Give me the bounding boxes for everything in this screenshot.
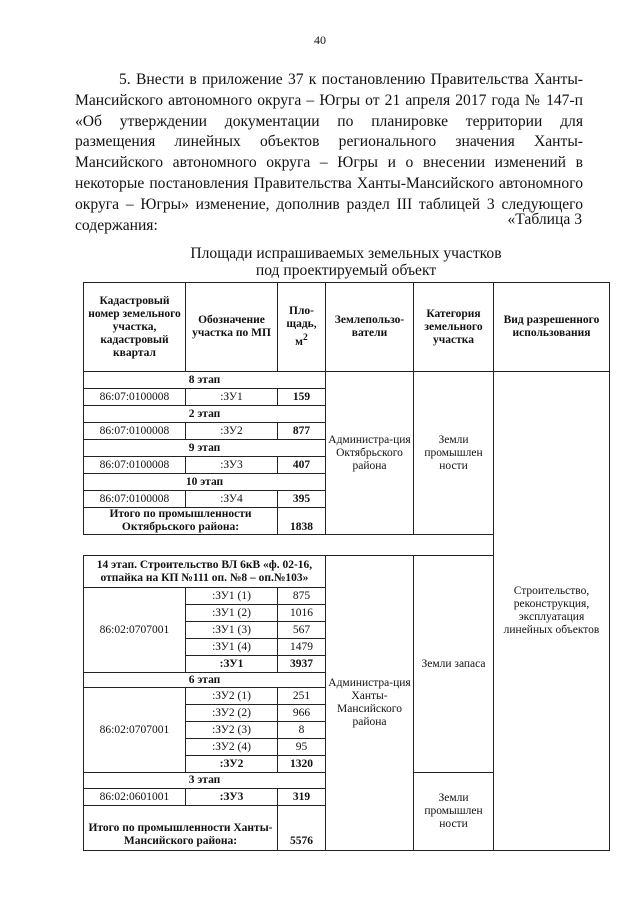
section-heading: 14 этап. Строительство ВЛ 6кВ «ф. 02-16, отпайка на КП №111 оп. №8 – оп.№103» xyxy=(84,556,326,588)
land-plots-table xyxy=(83,282,610,851)
plot-id: :ЗУ3 xyxy=(186,457,278,474)
cadastral-number: 86:02:0707001 xyxy=(84,588,186,673)
paragraph-line: 5. Внести в приложение 37 к постановлению Правительства Ханты- xyxy=(119,71,583,88)
plot-area: 319 xyxy=(278,789,326,806)
plot-area: 875 xyxy=(278,588,326,605)
cadastral-number: 86:07:0100008 xyxy=(84,423,186,440)
total-label: Итого по промышленности Ханты-Мансийского района: xyxy=(84,806,278,851)
land-user: Администра-ция Ханты-Мансийского района xyxy=(326,556,414,851)
stage-row xyxy=(84,372,610,389)
plot-area: 1320 xyxy=(278,756,326,773)
paragraph-line: Мансийского автономного округа – Югры и о внесении изменений в xyxy=(75,154,583,172)
cadastral-number: 86:02:0707001 xyxy=(84,688,186,773)
plot-id: :ЗУ4 xyxy=(186,491,278,508)
cadastral-number: 86:07:0100008 xyxy=(84,457,186,474)
plot-id: :ЗУ1 (4) xyxy=(186,639,278,656)
plot-area: 159 xyxy=(278,389,326,406)
paragraph-line: «Об утверждении документации по планировке территории для xyxy=(75,112,583,130)
plot-area: 251 xyxy=(278,688,326,705)
header-area: Пло- щадь, $м^2$ xyxy=(278,283,326,372)
table-title xyxy=(83,245,609,279)
paragraph-line: некоторые постановления Правительства Ханты-Мансийского автономного xyxy=(75,174,583,192)
plot-id: :ЗУ3 xyxy=(186,789,278,806)
land-category: Земли запаса xyxy=(414,556,494,773)
land-user: Администра-ция Октябрьского района xyxy=(326,372,414,535)
table-label: «Таблица 3 xyxy=(507,211,582,228)
plot-id: :ЗУ1 xyxy=(186,389,278,406)
stage-label: 9 этап xyxy=(84,440,326,457)
plot-id: :ЗУ1 (3) xyxy=(186,622,278,639)
paragraph-line: Мансийского автономного округа – Югры от 21 апреля 2017 года № 147-п xyxy=(75,91,583,109)
plot-area: 567 xyxy=(278,622,326,639)
cadastral-number: 86:02:0601001 xyxy=(84,789,186,806)
plot-area: 1479 xyxy=(278,639,326,656)
header-users: Землепользо-ватели xyxy=(326,283,414,372)
plot-area: 877 xyxy=(278,423,326,440)
total-value: 1838 xyxy=(278,508,326,535)
paragraph-line: содержания: xyxy=(75,216,158,234)
stage-label: 6 этап xyxy=(84,673,326,688)
plot-area: 8 xyxy=(278,722,326,739)
stage-label: 3 этап xyxy=(84,773,326,789)
stage-label: 10 этап xyxy=(84,474,326,491)
plot-id: :ЗУ2 (4) xyxy=(186,739,278,756)
stage-label: 2 этап xyxy=(84,406,326,423)
table-header-row xyxy=(84,283,610,372)
total-label: Итого по промышленности Октябрьского района: xyxy=(84,508,278,535)
plot-id: :ЗУ2 xyxy=(186,756,278,773)
total-value: 5576 xyxy=(278,806,326,851)
table-title-line: под проектируемый объект xyxy=(255,262,437,279)
plot-id: :ЗУ2 (2) xyxy=(186,705,278,722)
stage-label: 8 этап xyxy=(84,372,326,389)
plot-area: 395 xyxy=(278,491,326,508)
plot-area: 1016 xyxy=(278,605,326,622)
plot-id: :ЗУ1 xyxy=(186,656,278,673)
paragraph-line: округа – Югры» изменение, дополнив раздел III таблицей 3 следующего xyxy=(75,195,583,213)
table-title-line: Площади испрашиваемых земельных участков xyxy=(190,245,502,262)
cadastral-number: 86:07:0100008 xyxy=(84,389,186,406)
header-cadastral: Кадастровый номер земельного участка, кадастровый квартал xyxy=(84,283,186,372)
header-plot: Обозначение участка по МП xyxy=(186,283,278,372)
plot-area: 95 xyxy=(278,739,326,756)
plot-id: :ЗУ2 xyxy=(186,423,278,440)
page-number: 40 xyxy=(314,33,326,47)
plot-id: :ЗУ2 (1) xyxy=(186,688,278,705)
plot-area: 966 xyxy=(278,705,326,722)
permitted-use: Строительство, реконструкция, эксплуатация линейных объектов xyxy=(494,372,610,851)
plot-id: :ЗУ1 (2) xyxy=(186,605,278,622)
header-category: Категория земельного участка xyxy=(414,283,494,372)
paragraph-line: размещения линейных объектов регионального значения Ханты- xyxy=(75,133,583,151)
plot-id: :ЗУ2 (3) xyxy=(186,722,278,739)
land-category: Земли промышлен ности xyxy=(414,372,494,535)
land-category: Земли промышлен ности xyxy=(414,773,494,851)
plot-area: 3937 xyxy=(278,656,326,673)
plot-area: 407 xyxy=(278,457,326,474)
cadastral-number: 86:07:0100008 xyxy=(84,491,186,508)
plot-id: :ЗУ1 (1) xyxy=(186,588,278,605)
spacer-cell xyxy=(84,535,494,556)
header-permitted-use: Вид разрешенного использования xyxy=(494,283,610,372)
